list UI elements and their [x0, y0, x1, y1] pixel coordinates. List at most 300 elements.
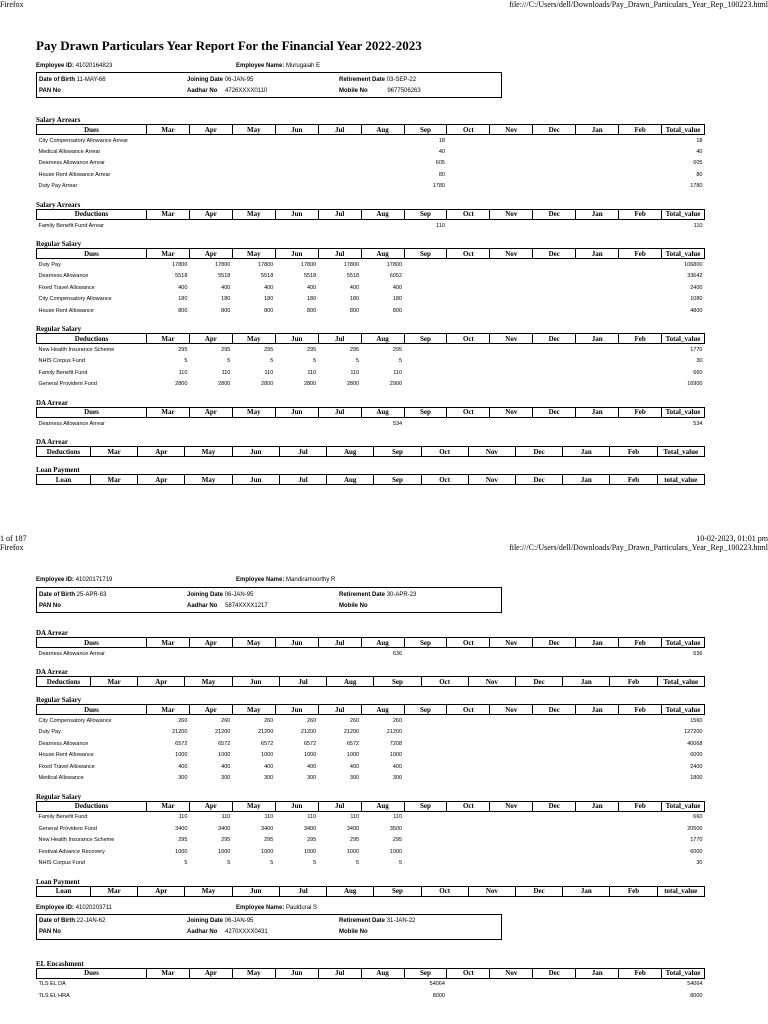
month-value: [576, 823, 619, 834]
month-value: [619, 715, 662, 727]
table-row: [37, 978, 705, 990]
month-value: [404, 305, 447, 316]
row-total: 80: [696, 171, 703, 178]
month-value: [447, 750, 490, 761]
month-value: [576, 715, 619, 727]
mobile-label: Mobile No: [339, 929, 368, 936]
month-value: [533, 169, 576, 180]
col-header-month: Aug: [361, 407, 404, 417]
month-value: [619, 259, 662, 271]
col-header-month: Apr: [189, 125, 232, 135]
col-header-first: Dues: [37, 125, 147, 135]
month-value: [404, 727, 447, 738]
month-value: [619, 761, 662, 772]
month-value: [147, 219, 190, 231]
row-total: 8000: [690, 992, 703, 999]
month-value: 400: [307, 763, 317, 770]
month-value: [576, 811, 619, 823]
col-header-month: Apr: [189, 209, 232, 219]
month-value: [490, 305, 533, 316]
month-value: [533, 823, 576, 834]
col-header-first: Dues: [37, 638, 147, 648]
month-value: [533, 738, 576, 749]
pay-section: [36, 466, 704, 485]
month-value: 8000: [432, 992, 445, 999]
month-value: [490, 835, 533, 846]
col-header-month: Oct: [447, 334, 490, 344]
section-title: EL Encashment: [36, 959, 84, 968]
month-value: 5: [356, 859, 360, 866]
month-value: [490, 738, 533, 749]
month-value: [533, 417, 576, 429]
pay-section: [36, 878, 704, 897]
employee-name-label: Employee Name:: [236, 63, 285, 69]
month-value: 5: [270, 859, 274, 866]
month-value: [404, 356, 447, 367]
col-header-month: Dec: [533, 705, 576, 715]
month-value: [318, 158, 361, 169]
month-value: [619, 169, 662, 180]
month-value: [447, 181, 490, 192]
month-value: [619, 738, 662, 749]
col-header-month: Oct: [447, 249, 490, 259]
section-title: DA Arrear: [36, 668, 68, 677]
section-table: [36, 333, 705, 390]
col-header-month: Aug: [361, 705, 404, 715]
month-value: [576, 181, 619, 192]
month-value: 260: [307, 718, 317, 725]
month-value: [619, 146, 662, 157]
month-value: [275, 146, 318, 157]
month-value: [619, 135, 662, 147]
pan-label: PAN No: [39, 602, 61, 609]
joining-label: Joining Date: [187, 76, 224, 83]
month-value: [533, 146, 576, 157]
table-row: [37, 990, 705, 1001]
col-header-month: Sep: [374, 447, 421, 457]
month-value: 295: [221, 346, 231, 353]
col-header-month: Jan: [563, 475, 610, 485]
retirement-value: 30-APR-23: [386, 591, 417, 598]
month-value: [490, 271, 533, 282]
month-value: [533, 846, 576, 857]
row-label: Dearness Allowance: [38, 273, 89, 280]
aadhar-label: Aadhar No: [187, 602, 218, 609]
month-value: [447, 219, 490, 231]
row-total: 2400: [690, 284, 703, 291]
pay-section: [36, 793, 704, 869]
row-label: Medical Allowance: [38, 775, 84, 782]
row-label: General Provident Fund: [38, 381, 97, 388]
month-value: 17800: [386, 262, 403, 269]
col-header-month: Jun: [275, 705, 318, 715]
row-total: 40068: [687, 740, 703, 747]
section-table: [36, 209, 705, 231]
month-value: 260: [349, 718, 360, 725]
col-header-month: Aug: [327, 886, 374, 896]
col-header-month: Jan: [576, 249, 619, 259]
col-header-month: Apr: [189, 407, 232, 417]
month-value: [361, 169, 404, 180]
month-value: [576, 835, 619, 846]
month-value: [447, 857, 490, 868]
col-header-month: Feb: [619, 249, 662, 259]
month-value: 5518: [303, 273, 317, 280]
employee-info-box-1: [36, 72, 502, 98]
col-header-month: Apr: [189, 705, 232, 715]
col-header-month: Nov: [490, 125, 533, 135]
month-value: [447, 417, 490, 429]
col-header-month: Feb: [619, 801, 662, 811]
month-value: 6572: [346, 740, 360, 747]
col-header-month: Mar: [147, 209, 190, 219]
section-table: [36, 407, 705, 429]
month-value: [361, 990, 404, 1001]
month-value: [447, 761, 490, 772]
col-header-month: Aug: [361, 801, 404, 811]
month-value: [275, 169, 318, 180]
month-value: [490, 135, 533, 147]
month-value: 180: [178, 296, 188, 303]
month-value: [189, 648, 232, 660]
month-value: [490, 282, 533, 293]
month-value: [147, 648, 190, 660]
month-value: 3400: [346, 825, 360, 832]
row-label: General Provident Fund: [38, 825, 97, 832]
month-value: 2800: [303, 381, 317, 388]
col-header-month: Oct: [447, 801, 490, 811]
month-value: 5: [313, 859, 317, 866]
col-header-total: Total_value: [657, 677, 704, 687]
table-row: [37, 715, 705, 727]
row-total: 1560: [690, 718, 703, 725]
row-label: Family Benefit Fund Arrear: [38, 222, 104, 229]
row-total: 660: [693, 369, 703, 376]
month-value: [232, 158, 275, 169]
col-header-month: Nov: [468, 447, 515, 457]
table-row: [37, 857, 705, 868]
table-row: [37, 305, 705, 316]
month-value: 21200: [300, 729, 317, 736]
header-row: [37, 334, 705, 344]
month-value: 110: [307, 814, 317, 821]
month-value: [490, 344, 533, 356]
col-header-month: Mar: [91, 475, 138, 485]
col-header-month: Sep: [404, 249, 447, 259]
month-value: [232, 417, 275, 429]
month-value: 400: [221, 763, 231, 770]
row-label: House Rent Allowance: [38, 752, 94, 759]
row-label: Fixed Travel Allowance: [38, 763, 95, 770]
month-value: 5: [356, 358, 360, 365]
row-total: 1770: [690, 837, 703, 844]
month-value: 110: [350, 814, 360, 821]
col-header-month: Aug: [327, 677, 374, 687]
table-row: [37, 648, 705, 660]
month-value: 1000: [346, 752, 360, 759]
section-title: DA Arrear: [36, 398, 68, 407]
row-total: 110: [693, 222, 703, 229]
employee-name: Murugaiah E: [286, 63, 321, 69]
month-value: [232, 219, 275, 231]
month-value: [189, 181, 232, 192]
col-header-month: Jul: [279, 886, 326, 896]
col-header-month: Mar: [91, 677, 138, 687]
month-value: [404, 750, 447, 761]
row-label: House Rent Allowance Arrear: [38, 171, 111, 178]
month-value: [447, 715, 490, 727]
month-value: [533, 344, 576, 356]
month-value: 800: [221, 307, 231, 314]
month-value: [318, 169, 361, 180]
aadhar-value: 5874XXXX1217: [225, 602, 268, 609]
col-header-first: Loan: [37, 886, 91, 896]
col-header-total: Total_value: [662, 801, 705, 811]
browser-title-2: Firefox: [0, 543, 24, 552]
month-value: [533, 761, 576, 772]
header-row: [37, 125, 705, 135]
month-value: [619, 305, 662, 316]
month-value: [576, 259, 619, 271]
col-header-month: Dec: [533, 209, 576, 219]
col-header-total: total_value: [657, 886, 704, 896]
month-value: 180: [349, 296, 360, 303]
col-header-month: Aug: [361, 334, 404, 344]
month-value: 6572: [261, 740, 274, 747]
month-value: [490, 811, 533, 823]
month-value: [619, 271, 662, 282]
row-total: 2400: [690, 763, 703, 770]
month-value: 400: [392, 284, 403, 291]
month-value: [619, 367, 662, 378]
table-row: [37, 417, 705, 429]
col-header-month: Jul: [318, 249, 361, 259]
col-header-month: Apr: [189, 249, 232, 259]
row-label: Duty Pay: [38, 729, 61, 736]
table-row: [37, 344, 705, 356]
month-value: 6572: [303, 740, 317, 747]
page-2: [36, 577, 704, 1010]
month-value: 21200: [172, 729, 188, 736]
col-header-month: Mar: [147, 638, 190, 648]
row-label: Medical Allowance Arrear: [38, 149, 101, 156]
pay-sections-1: [36, 116, 704, 485]
col-header-month: Jun: [275, 407, 318, 417]
col-header-month: Jun: [275, 334, 318, 344]
month-value: 18: [438, 137, 445, 144]
month-value: 1000: [303, 848, 317, 855]
month-value: [189, 169, 232, 180]
month-value: [619, 727, 662, 738]
month-value: 800: [307, 307, 317, 314]
employee-id-label: Employee ID:: [36, 904, 75, 911]
col-header-month: Nov: [468, 475, 515, 485]
month-value: 1000: [303, 752, 317, 759]
col-header-month: May: [232, 209, 275, 219]
month-value: [619, 417, 662, 429]
col-header-month: Oct: [447, 209, 490, 219]
month-value: 295: [392, 346, 403, 353]
month-value: [404, 367, 447, 378]
col-header-month: Dec: [533, 638, 576, 648]
row-label: Dearness Allowance Arrear: [38, 420, 105, 427]
employee-id: 41020164823: [75, 63, 113, 69]
col-header-month: Aug: [361, 249, 404, 259]
col-header-month: Dec: [515, 886, 562, 896]
pay-section: [36, 668, 704, 687]
row-total: 1080: [690, 296, 703, 303]
month-value: 5518: [175, 273, 188, 280]
month-value: [361, 158, 404, 169]
month-value: 1000: [389, 848, 403, 855]
month-value: [533, 978, 576, 990]
month-value: 800: [264, 307, 274, 314]
col-header-month: Nov: [490, 334, 533, 344]
col-header-month: Nov: [490, 968, 533, 978]
table-row: [37, 378, 705, 389]
month-value: [447, 135, 490, 147]
month-value: 400: [178, 284, 188, 291]
col-header-month: Aug: [361, 968, 404, 978]
dob-label: Date of Birth: [39, 76, 75, 83]
section-title: Regular Salary: [36, 240, 82, 249]
month-value: [533, 282, 576, 293]
month-value: [576, 146, 619, 157]
table-row: [37, 835, 705, 846]
month-value: 1000: [175, 752, 188, 759]
col-header-month: May: [232, 801, 275, 811]
col-header-month: Jul: [318, 334, 361, 344]
col-header-month: Jun: [275, 801, 318, 811]
employee-name: Mandiramoorthy R: [286, 577, 336, 583]
month-value: [447, 356, 490, 367]
section-table: [36, 248, 705, 316]
month-value: [576, 648, 619, 660]
month-value: [404, 846, 447, 857]
month-value: [619, 772, 662, 783]
month-value: [490, 356, 533, 367]
month-value: [490, 294, 533, 305]
table-row: [37, 823, 705, 834]
month-value: [533, 135, 576, 147]
header-row: [37, 801, 705, 811]
month-value: [533, 294, 576, 305]
col-header-month: Jul: [318, 705, 361, 715]
month-value: 1000: [218, 752, 231, 759]
month-value: [576, 727, 619, 738]
col-header-month: Jun: [275, 209, 318, 219]
month-value: 21200: [386, 729, 403, 736]
section-title: Regular Salary: [36, 696, 82, 705]
aadhar-value: 4726XXXX0110: [225, 87, 268, 94]
row-total: 127200: [684, 729, 703, 736]
col-header-month: Apr: [189, 638, 232, 648]
month-value: 6052: [389, 273, 403, 280]
col-header-month: Nov: [468, 677, 515, 687]
col-header-month: Oct: [447, 407, 490, 417]
table-row: [37, 811, 705, 823]
month-value: [576, 135, 619, 147]
month-value: [447, 158, 490, 169]
retirement-label: Retirement Date: [339, 76, 386, 83]
col-header-month: Jan: [576, 968, 619, 978]
col-header-month: Dec: [515, 677, 562, 687]
retirement-label: Retirement Date: [339, 918, 386, 925]
month-value: 636: [392, 650, 403, 657]
col-header-month: Feb: [619, 334, 662, 344]
employee-id-label: Employee ID:: [36, 63, 75, 69]
dob-value: 11-MAY-66: [76, 76, 106, 83]
pay-section: [36, 399, 704, 429]
month-value: 300: [307, 775, 317, 782]
month-value: [404, 738, 447, 749]
month-value: [232, 135, 275, 147]
month-value: 400: [349, 284, 360, 291]
row-total: 30: [696, 358, 703, 365]
month-value: [361, 146, 404, 157]
month-value: [404, 378, 447, 389]
month-value: [619, 344, 662, 356]
month-value: [533, 715, 576, 727]
row-label: NHIS Corpus Fund: [38, 358, 85, 365]
month-value: [490, 990, 533, 1001]
header-row: [37, 475, 705, 485]
col-header-month: Sep: [404, 801, 447, 811]
row-label: Family Benefit Fund: [38, 814, 88, 821]
month-value: 5: [227, 859, 231, 866]
col-header-month: May: [232, 407, 275, 417]
month-value: 2800: [175, 381, 188, 388]
month-value: [533, 356, 576, 367]
joining-label: Joining Date: [187, 918, 224, 925]
col-header-first: Dues: [37, 968, 147, 978]
month-value: [490, 219, 533, 231]
col-header-first: Deductions: [37, 447, 91, 457]
month-value: 5: [398, 358, 403, 365]
col-header-month: Jun: [275, 968, 318, 978]
col-header-month: Apr: [138, 447, 185, 457]
col-header-month: Jan: [576, 801, 619, 811]
month-value: [404, 823, 447, 834]
col-header-month: Jul: [279, 447, 326, 457]
col-header-month: Nov: [490, 249, 533, 259]
month-value: [576, 158, 619, 169]
col-header-month: Mar: [147, 968, 190, 978]
header-row: [37, 638, 705, 648]
section-title: Loan Payment: [36, 466, 80, 475]
dob-label: Date of Birth: [39, 918, 75, 925]
month-value: [447, 978, 490, 990]
month-value: 800: [349, 307, 360, 314]
header-row: [37, 407, 705, 417]
month-value: 110: [393, 369, 403, 376]
month-value: 295: [264, 837, 274, 844]
month-value: 1780: [432, 183, 445, 190]
aadhar-value: 4270XXXX0431: [225, 929, 268, 936]
row-total: 6000: [690, 848, 703, 855]
col-header-total: Total_value: [662, 407, 705, 417]
month-value: 1000: [175, 848, 188, 855]
month-value: [189, 990, 232, 1001]
month-value: 295: [178, 346, 188, 353]
month-value: [576, 772, 619, 783]
month-value: [533, 181, 576, 192]
col-header-month: Apr: [138, 886, 185, 896]
month-value: [576, 738, 619, 749]
row-label: New Health Insurance Scheme: [38, 837, 115, 844]
month-value: [189, 219, 232, 231]
col-header-month: Mar: [147, 705, 190, 715]
